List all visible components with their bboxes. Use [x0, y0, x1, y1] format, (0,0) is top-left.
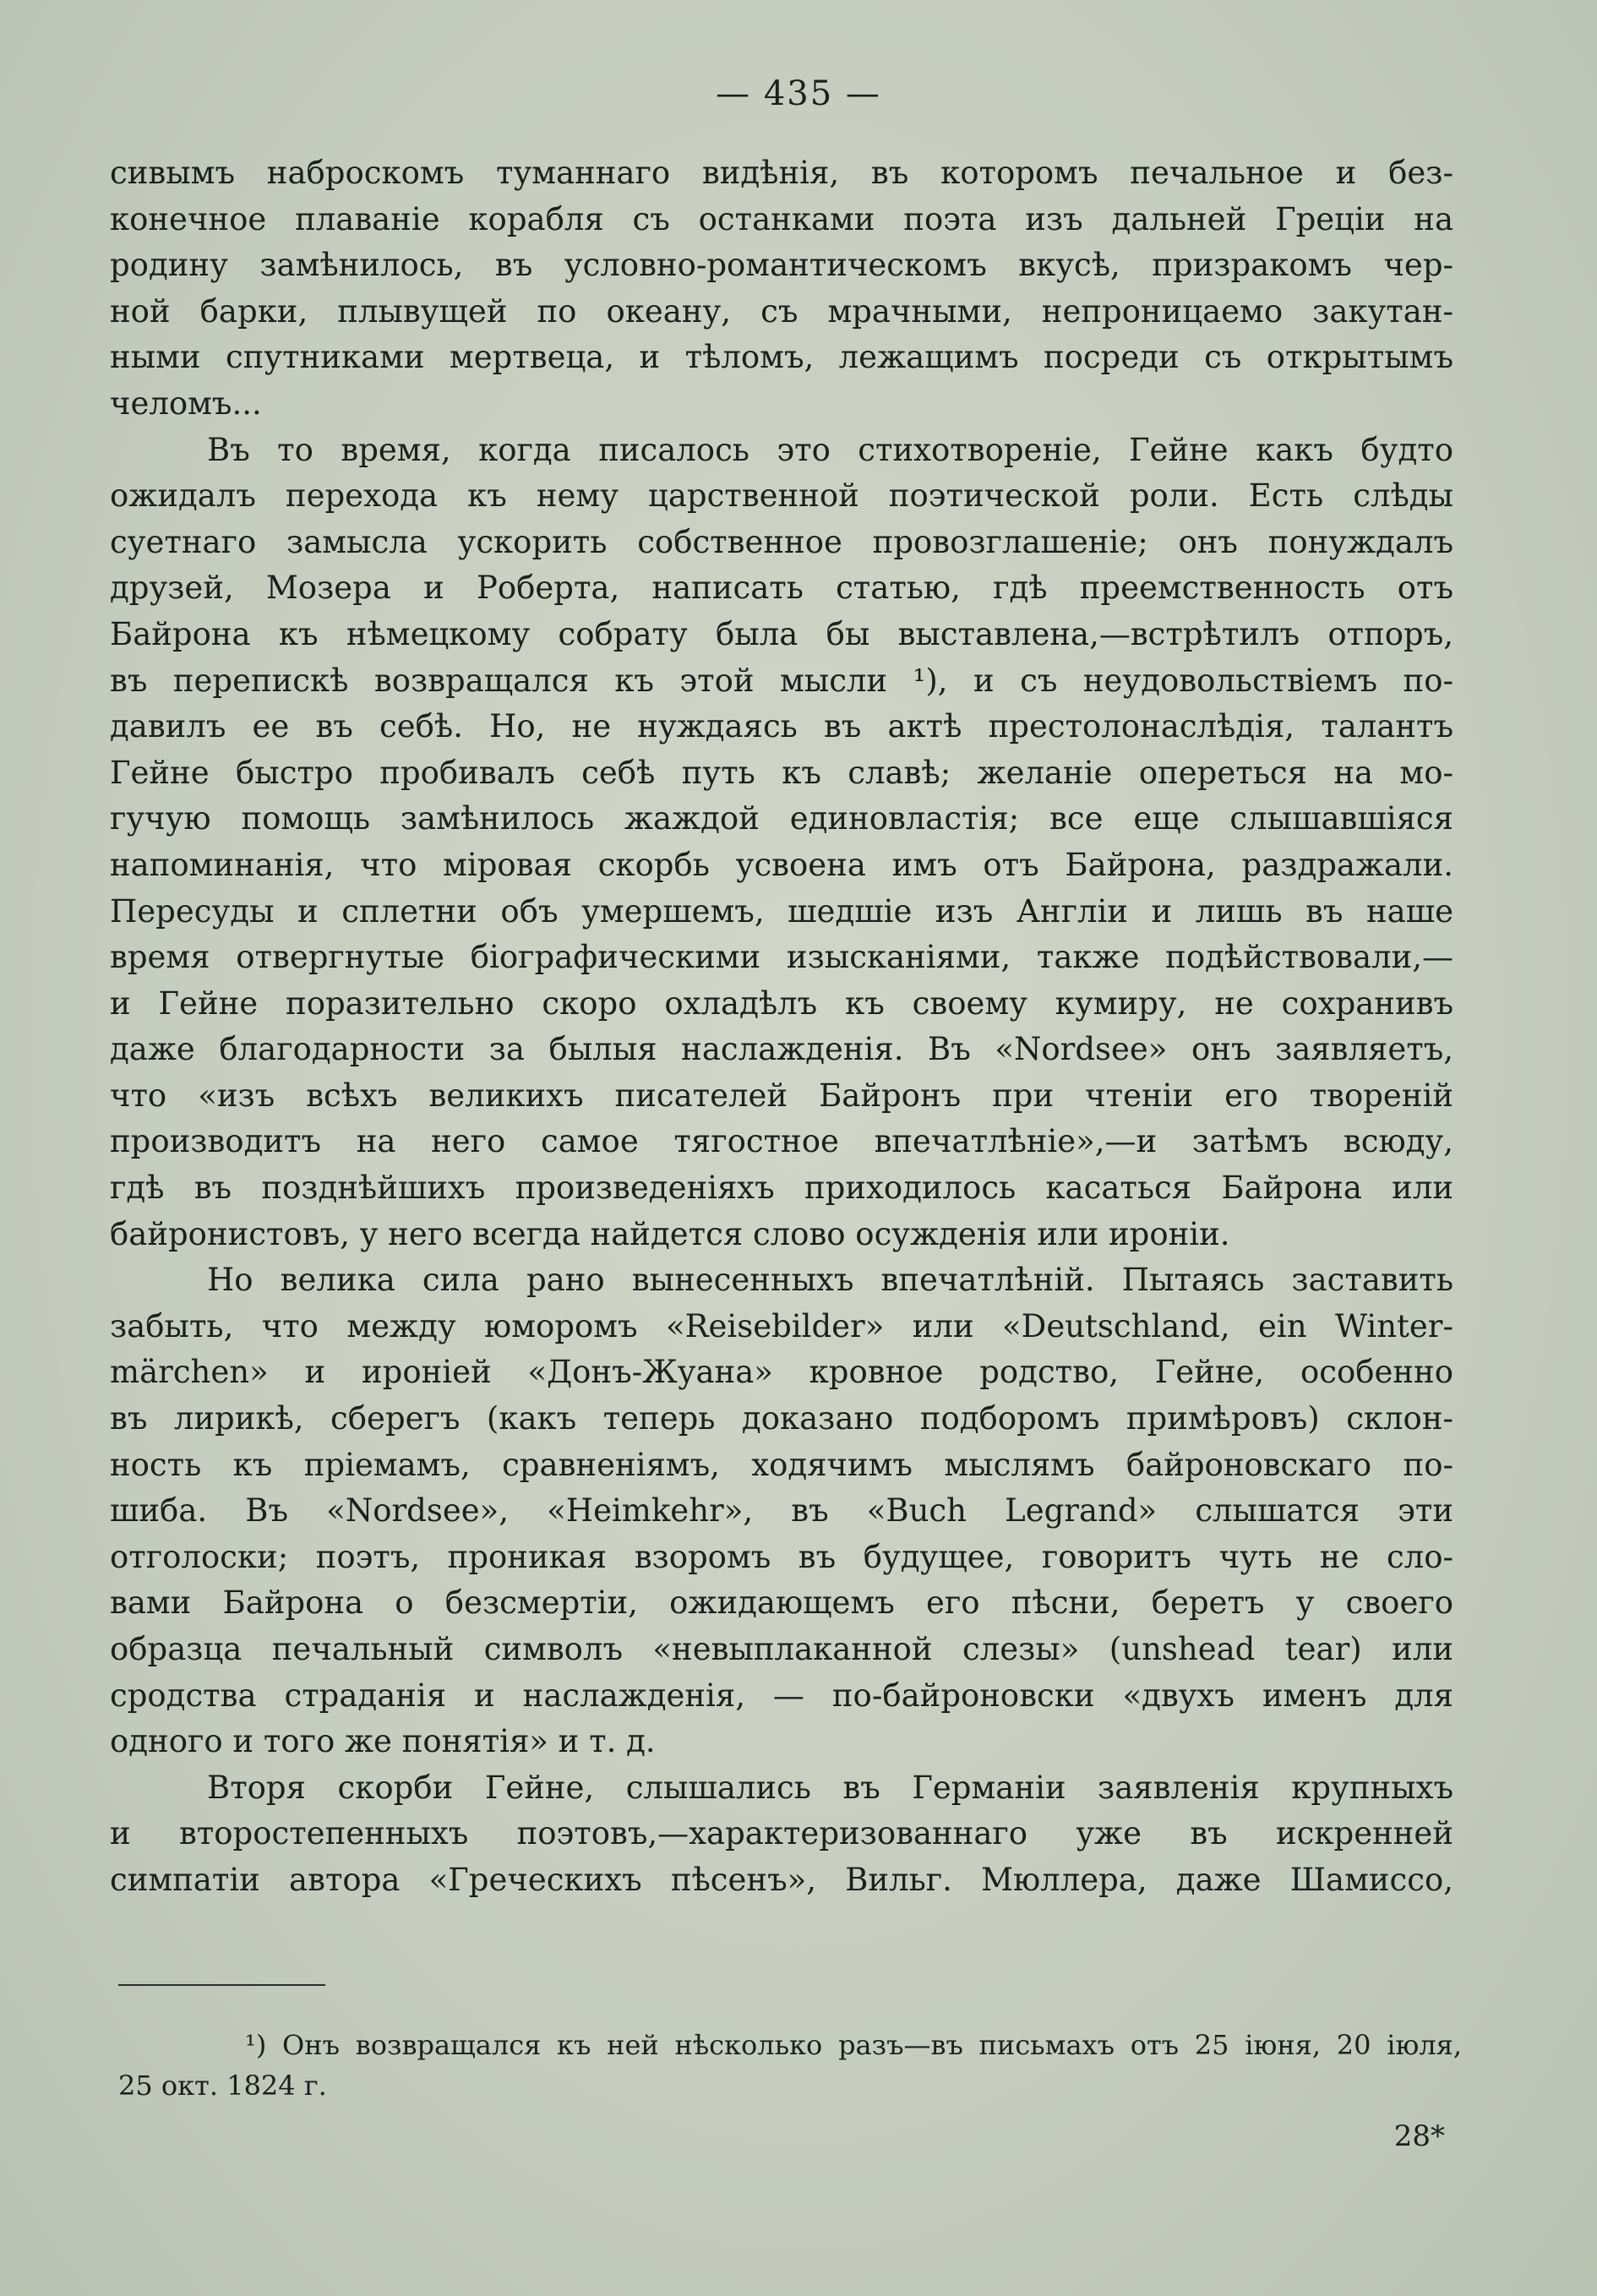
text-line: и Гейне поразительно скоро охладѣлъ къ своему кумиру, не сохранивъ — [110, 984, 1453, 1022]
text-line: Гейне быстро пробивалъ себѣ путь къ славѣ; желаніе опереться на мо- — [110, 754, 1453, 791]
text-line: что «изъ всѣхъ великихъ писателей Байронъ при чтеніи его твореній — [110, 1077, 1453, 1114]
footnote-line: 25 окт. 1824 г. — [118, 2070, 327, 2102]
text-line: симпатіи автора «Греческихъ пѣсенъ», Вильг. Мюллера, даже Шамиссо, — [110, 1861, 1453, 1898]
text-line: ной барки, плывущей по океану, съ мрачными, непроницаемо закутан- — [110, 292, 1453, 330]
text-line: Пересуды и сплетни объ умершемъ, шедшіе изъ Англіи и лишь въ наше — [110, 892, 1453, 930]
text-line: Въ то время, когда писалось это стихотвореніе, Гейне какъ будто — [207, 431, 1453, 468]
text-line: давилъ ее въ себѣ. Но, не нуждаясь въ актѣ престолонаслѣдія, талантъ — [110, 708, 1453, 745]
footnote — [118, 2025, 1462, 2106]
text-line: друзей, Мозера и Роберта, написать статью, гдѣ преемственность отъ — [110, 570, 1453, 607]
body-text — [110, 150, 1453, 1904]
text-line: Вторя скорби Гейне, слышались въ Германіи заявленія крупныхъ — [207, 1769, 1453, 1806]
text-line: ожидалъ перехода къ нему царственной поэтической роли. Есть слѣды — [110, 477, 1453, 515]
paragraph — [110, 1257, 1453, 1765]
text-line: сродства страданія и наслажденія, — по-байроновски «двухъ именъ для — [110, 1677, 1453, 1714]
footnote-divider — [118, 1984, 325, 1986]
text-line: конечное плаваніе корабля съ останками поэта изъ дальней Греціи на — [110, 200, 1453, 237]
text-line: вами Байрона о безсмертіи, ожидающемъ его пѣсни, беретъ у своего — [110, 1584, 1453, 1622]
text-line: забыть, что между юморомъ «Reisebilder» или «Deutschland, ein Winter- — [110, 1307, 1453, 1344]
paragraph — [110, 428, 1453, 1258]
footnote-line: ¹) Онъ возвращался къ ней нѣсколько разъ—въ письмахъ отъ 25 іюня, 20 іюля, — [245, 2029, 1462, 2061]
text-line: одного и того же понятія» и т. д. — [110, 1723, 656, 1760]
text-line: челомъ... — [110, 384, 262, 422]
text-line: въ лирикѣ, сберегъ (какъ теперь доказано подборомъ примѣровъ) склон- — [110, 1400, 1453, 1437]
text-line: гучую помощь замѣнилось жаждой единовластія; все еще слышавшіяся — [110, 800, 1453, 837]
text-line: сивымъ наброскомъ туманнаго видѣнія, въ которомъ печальное и без- — [110, 155, 1453, 191]
text-line: отголоски; поэтъ, проникая взоромъ въ будущее, говоритъ чуть не сло- — [110, 1538, 1453, 1575]
text-line: ными спутниками мертвеца, и тѣломъ, лежащимъ посреди съ открытымъ — [110, 339, 1453, 376]
text-line: гдѣ въ позднѣйшихъ произведеніяхъ приходилось касаться Байрона или — [110, 1170, 1453, 1207]
paragraph — [110, 1765, 1453, 1904]
text-line: родину замѣнилось, въ условно-романтическомъ вкусѣ, призракомъ чер- — [110, 247, 1453, 284]
text-line: Но велика сила рано вынесенныхъ впечатлѣній. Пытаясь заставить — [207, 1262, 1453, 1299]
page-number: — 435 — — [716, 74, 881, 113]
text-line: ность къ пріемамъ, сравненіямъ, ходячимъ мыслямъ байроновскаго по- — [110, 1446, 1453, 1483]
text-line: напоминанія, что міровая скорбь усвоена имъ отъ Байрона, раздражали. — [110, 846, 1453, 883]
text-line: шиба. Въ «Nordsee», «Heimkehr», въ «Buch Legrand» слышатся эти — [110, 1492, 1453, 1530]
text-line: märchen» и ироніей «Донъ-Жуана» кровное родство, Гейне, особенно — [110, 1354, 1453, 1391]
text-line: и второстепенныхъ поэтовъ,—характеризованнаго уже въ искренней — [110, 1815, 1453, 1852]
text-line: даже благодарности за былыя наслажденія. Въ «Nordsee» онъ заявляетъ, — [110, 1031, 1453, 1068]
text-line: въ перепискѣ возвращался къ этой мысли ¹), и съ неудовольствіемъ по- — [110, 662, 1453, 699]
text-line: суетнаго замысла ускорить собственное провозглашеніе; онъ понуждалъ — [110, 523, 1453, 560]
text-line: байронистовъ, у него всегда найдется слово осужденія или ироніи. — [110, 1215, 1230, 1252]
paragraph — [110, 150, 1453, 428]
text-line: образца печальный символъ «невыплаканной слезы» (unshead tear) или — [110, 1631, 1453, 1667]
text-line: Байрона къ нѣмецкому собрату была бы выставлена,—встрѣтилъ отпоръ, — [110, 615, 1453, 652]
text-line: время отвергнутые біографическими изысканіями, также подѣйствовали,— — [110, 939, 1453, 976]
signature-mark: 28* — [1393, 2119, 1445, 2153]
text-line: производитъ на него самое тягостное впечатлѣніе»,—и затѣмъ всюду, — [110, 1123, 1453, 1160]
